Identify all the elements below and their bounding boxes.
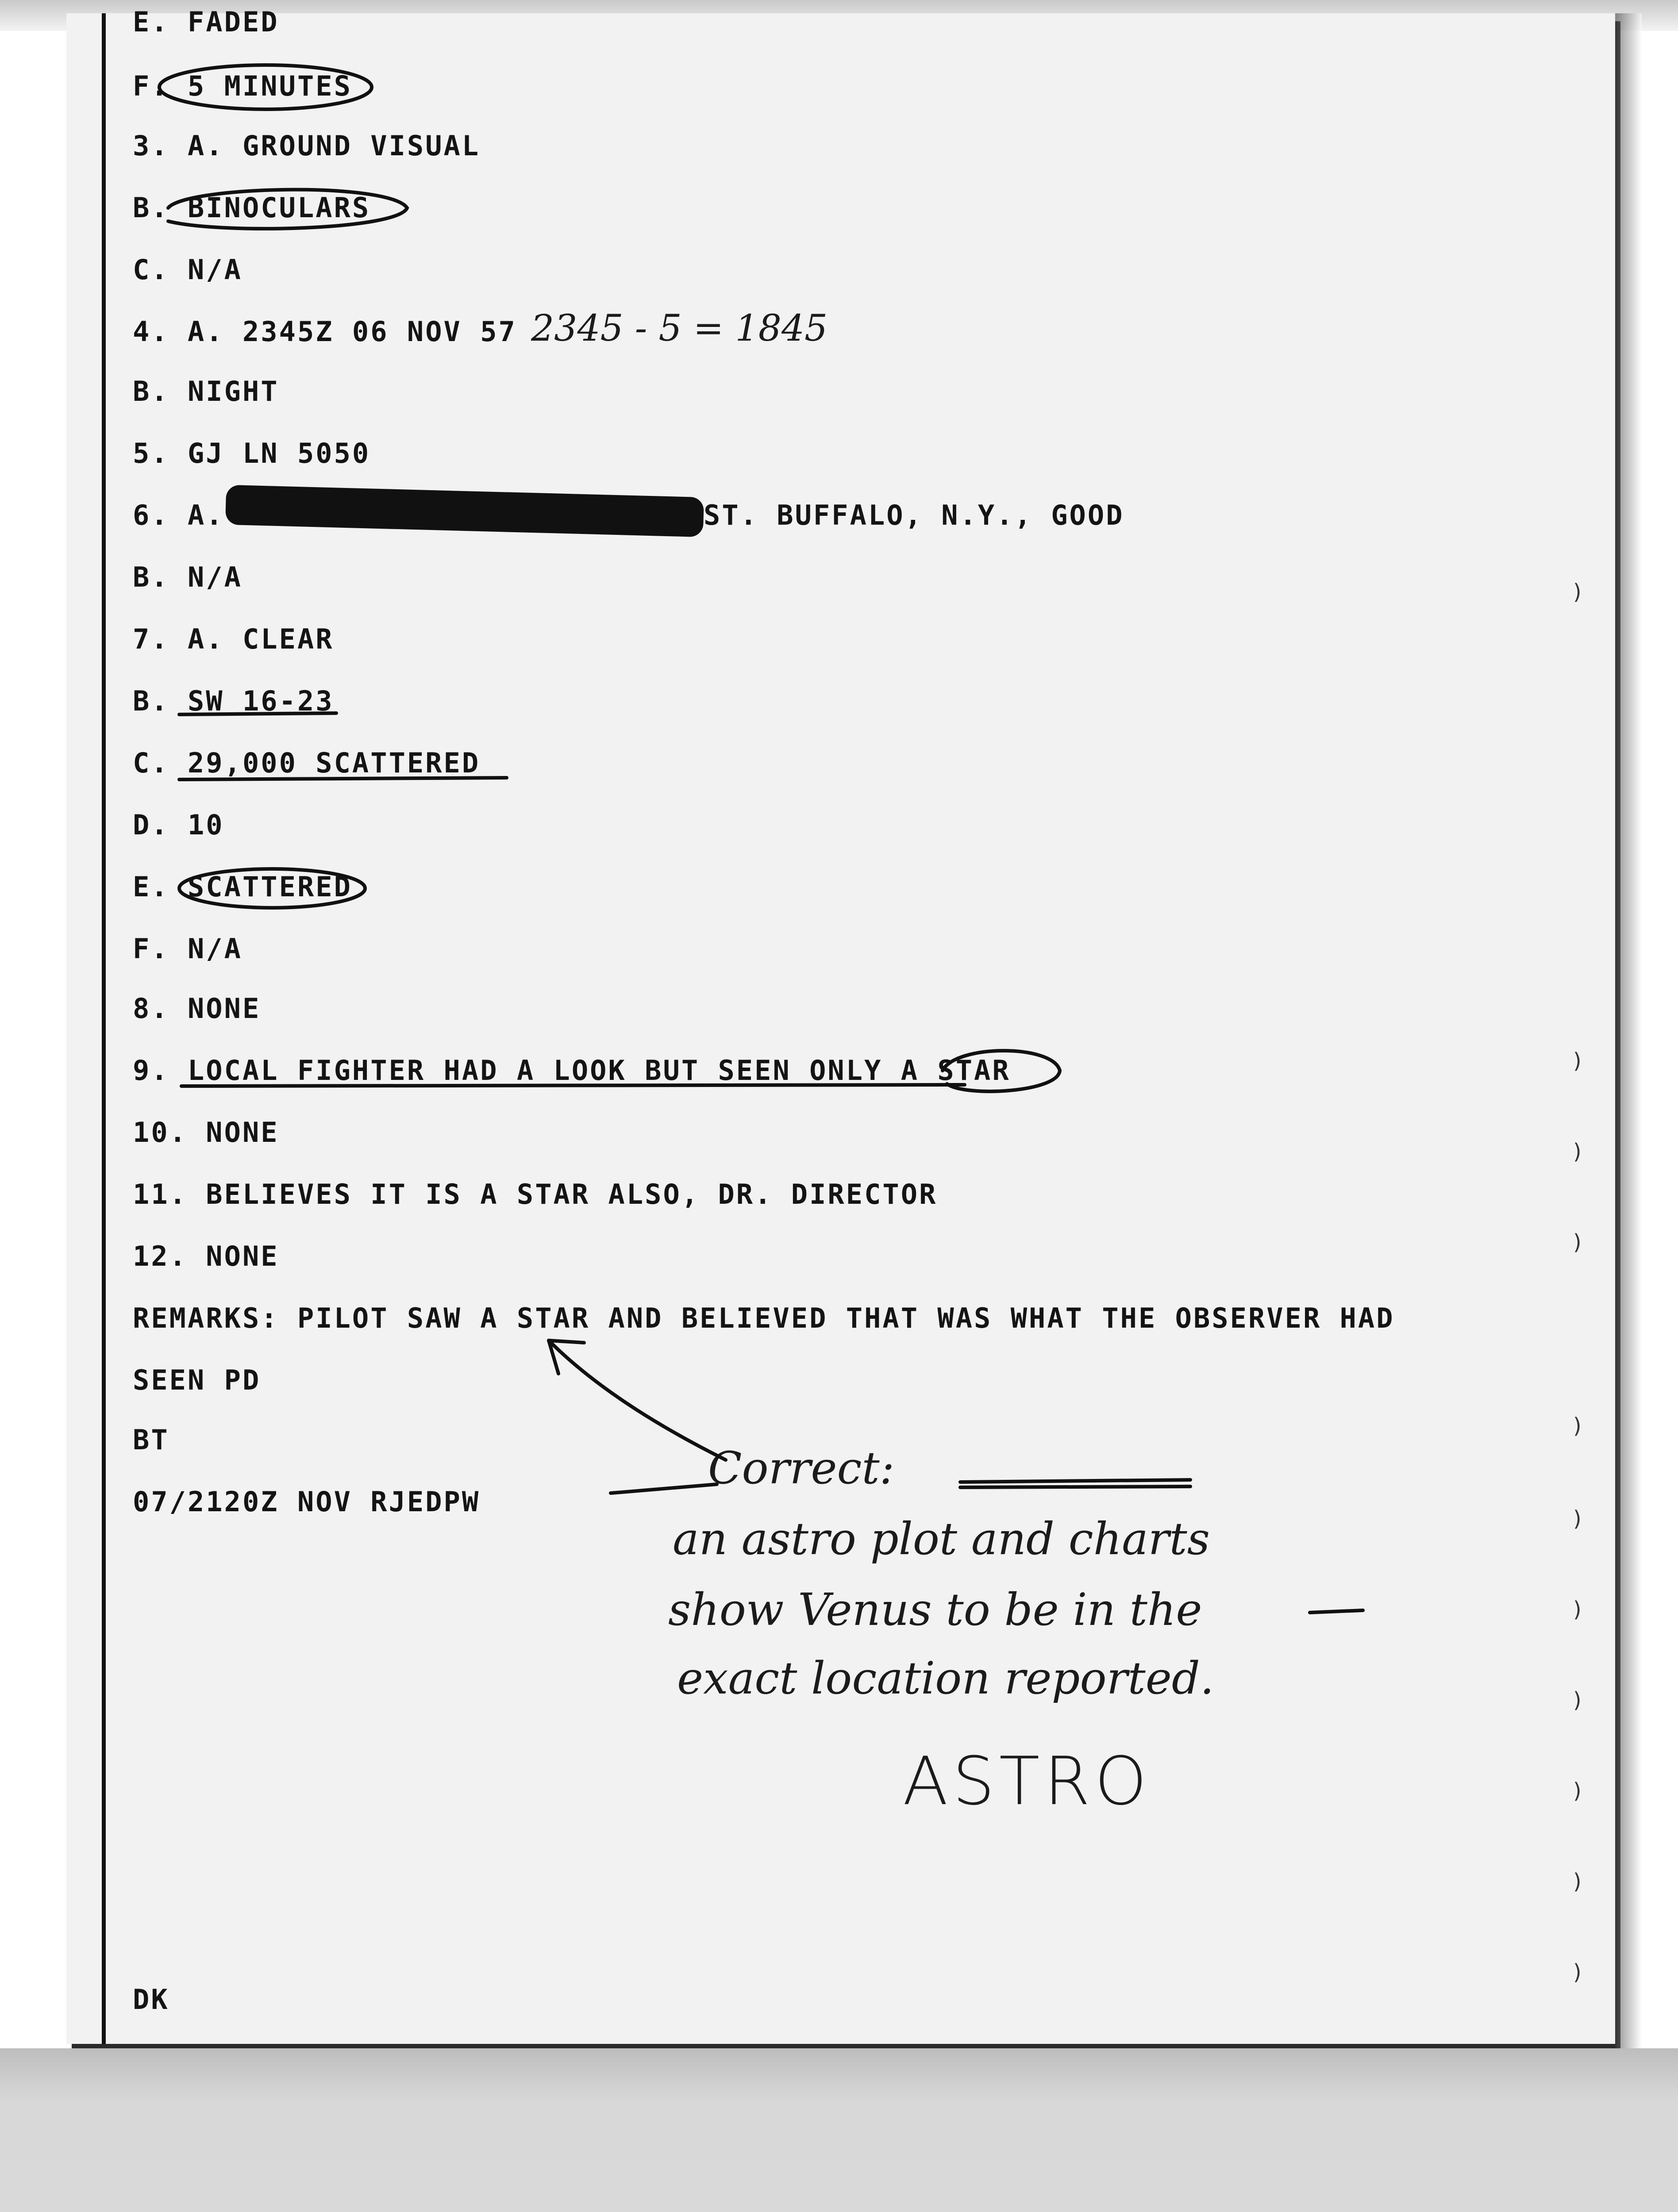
margin-mark: ) <box>1573 1506 1582 1531</box>
line-1e-faded: E. FADED <box>133 6 279 38</box>
margin-mark: ) <box>1573 1688 1582 1713</box>
margin-mark: ) <box>1573 1048 1582 1073</box>
line-12: 12. NONE <box>133 1240 279 1272</box>
line-5-location: 5. GJ LN 5050 <box>133 437 371 469</box>
line-remarks-cont: SEEN PD <box>133 1364 261 1396</box>
handwritten-note-line4: exact location reported. <box>677 1652 1214 1704</box>
line-3b-optical: B. BINOCULARS <box>133 192 371 224</box>
sheet-shadow <box>1615 13 1642 2048</box>
margin-mark: ) <box>1573 1778 1582 1803</box>
binder-margin-line <box>102 13 106 2044</box>
line-dk: DK <box>133 1983 169 2016</box>
margin-mark: ) <box>1573 1960 1582 1985</box>
margin-mark: ) <box>1573 1413 1582 1438</box>
line-7e-clouds: E. SCATTERED <box>133 871 352 903</box>
handwritten-note-line3: show Venus to be in the <box>668 1584 1202 1636</box>
line-9-interceptor: 9. LOCAL FIGHTER HAD A LOOK BUT SEEN ONLY A STAR <box>133 1054 1011 1087</box>
line-7a-weather: 7. A. CLEAR <box>133 623 334 655</box>
background-surface <box>0 2048 1678 2212</box>
line-1f-duration: F. 5 MINUTES <box>133 70 352 102</box>
line-6a-address: ST. BUFFALO, N.Y., GOOD <box>704 499 1124 531</box>
line-4a-time: 4. A. 2345Z 06 NOV 57 <box>133 315 517 348</box>
line-10: 10. NONE <box>133 1116 279 1148</box>
line-4b-night: B. NIGHT <box>133 375 279 407</box>
line-8: 8. NONE <box>133 992 261 1025</box>
margin-mark: ) <box>1573 580 1582 604</box>
background-scratches <box>66 2203 181 2212</box>
margin-mark: ) <box>1573 1869 1582 1894</box>
line-3c: C. N/A <box>133 253 242 286</box>
handwritten-time-calc: 2345 - 5 = 1845 <box>531 307 828 349</box>
line-11-comments: 11. BELIEVES IT IS A STAR ALSO, DR. DIRECTOR <box>133 1178 938 1210</box>
line-bt: BT <box>133 1424 169 1456</box>
line-7b-winds: B. SW 16-23 <box>133 685 334 717</box>
line-7d-visibility: D. 10 <box>133 809 224 841</box>
line-6a-label: 6. A. <box>133 499 224 531</box>
margin-mark: ) <box>1573 1597 1582 1622</box>
handwritten-astro-mark: ASTRO <box>903 1743 1151 1820</box>
line-dtg: 07/2120Z NOV RJEDPW <box>133 1486 481 1518</box>
line-7c-ceiling: C. 29,000 SCATTERED <box>133 747 481 779</box>
line-remarks: REMARKS: PILOT SAW A STAR AND BELIEVED THAT WAS WHAT THE OBSERVER HAD <box>133 1302 1395 1334</box>
margin-mark: ) <box>1573 1139 1582 1164</box>
line-3a-manner: 3. A. GROUND VISUAL <box>133 130 481 162</box>
handwritten-note-line1: Correct: <box>708 1442 895 1494</box>
margin-mark: ) <box>1573 1230 1582 1255</box>
line-7f: F. N/A <box>133 933 242 965</box>
line-6b: B. N/A <box>133 561 242 593</box>
handwritten-note-line2: an astro plot and charts <box>673 1513 1210 1565</box>
